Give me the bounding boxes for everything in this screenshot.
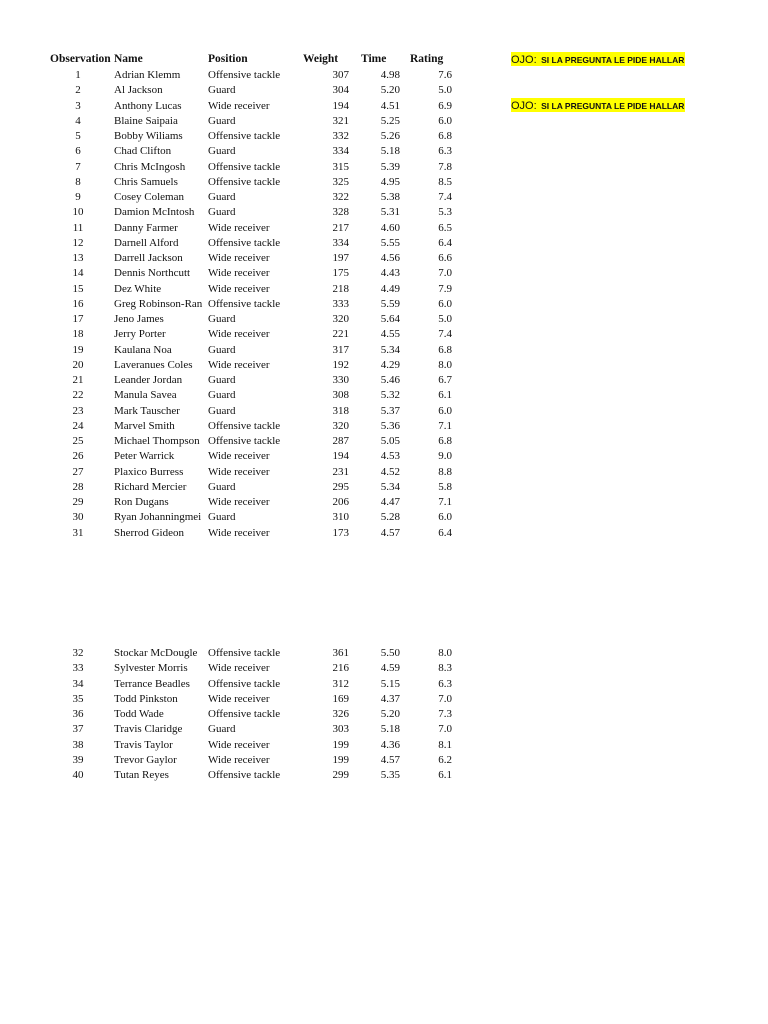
cell-time: 4.47 bbox=[380, 496, 400, 508]
note-text: SI LA PREGUNTA LE PIDE HALLAR bbox=[541, 101, 685, 111]
cell-position: Wide receiver bbox=[208, 496, 270, 508]
highlight-note bbox=[511, 98, 685, 112]
cell-position: Offensive tackle bbox=[208, 708, 281, 720]
cell-observation: 32 bbox=[72, 647, 84, 659]
cell-name: Ryan Johanningmei bbox=[114, 511, 202, 524]
cell-weight: 295 bbox=[332, 480, 349, 493]
cell-rating: 7.6 bbox=[438, 69, 452, 81]
cell-name: Chris Samuels bbox=[114, 175, 178, 188]
cell-weight: 330 bbox=[332, 374, 349, 386]
table-row bbox=[0, 434, 500, 449]
cell-time: 5.34 bbox=[380, 343, 400, 356]
cell-rating: 6.7 bbox=[438, 374, 452, 386]
cell-rating: 5.0 bbox=[438, 313, 452, 325]
cell-observation: 18 bbox=[72, 328, 84, 341]
cell-rating: 5.3 bbox=[438, 206, 452, 219]
table-row bbox=[0, 449, 500, 464]
cell-rating: 6.8 bbox=[438, 130, 452, 142]
cell-observation: 25 bbox=[72, 435, 84, 447]
table-row bbox=[0, 677, 500, 692]
cell-time: 5.18 bbox=[380, 723, 400, 736]
table-row bbox=[0, 160, 500, 175]
cell-rating: 8.5 bbox=[438, 175, 452, 188]
cell-weight: 218 bbox=[332, 282, 349, 295]
cell-weight: 312 bbox=[332, 677, 349, 690]
cell-weight: 169 bbox=[332, 692, 349, 705]
cell-rating: 7.4 bbox=[438, 328, 452, 341]
cell-time: 4.95 bbox=[380, 175, 400, 188]
cell-observation: 19 bbox=[72, 343, 84, 356]
cell-time: 5.05 bbox=[380, 435, 400, 447]
cell-rating: 6.8 bbox=[438, 435, 452, 447]
cell-time: 5.37 bbox=[380, 404, 400, 417]
cell-rating: 6.0 bbox=[438, 404, 452, 417]
cell-weight: 325 bbox=[332, 175, 349, 188]
cell-position: Wide receiver bbox=[208, 465, 270, 478]
cell-weight: 299 bbox=[332, 769, 349, 781]
cell-rating: 6.6 bbox=[438, 252, 452, 264]
cell-position: Guard bbox=[208, 480, 236, 493]
cell-weight: 328 bbox=[332, 206, 349, 219]
cell-position: Wide receiver bbox=[208, 753, 270, 766]
table-row bbox=[0, 510, 500, 525]
cell-time: 5.35 bbox=[380, 769, 400, 781]
cell-position: Guard bbox=[208, 191, 236, 203]
cell-time: 4.98 bbox=[380, 69, 400, 81]
cell-name: Chris McIngosh bbox=[114, 160, 186, 173]
table-row bbox=[0, 251, 500, 266]
cell-observation: 30 bbox=[72, 511, 84, 524]
cell-time: 4.56 bbox=[380, 252, 400, 264]
cell-time: 5.31 bbox=[380, 206, 400, 219]
cell-position: Wide receiver bbox=[208, 328, 270, 341]
cell-observation: 5 bbox=[75, 130, 81, 142]
cell-observation: 35 bbox=[72, 692, 84, 705]
cell-position: Guard bbox=[208, 374, 236, 386]
cell-weight: 334 bbox=[332, 145, 349, 158]
cell-position: Wide receiver bbox=[208, 267, 270, 280]
cell-name: Adrian Klemm bbox=[114, 69, 181, 81]
cell-observation: 23 bbox=[72, 404, 84, 417]
cell-observation: 3 bbox=[75, 99, 81, 112]
cell-rating: 6.5 bbox=[438, 221, 452, 234]
note-text: SI LA PREGUNTA LE PIDE HALLAR bbox=[541, 55, 685, 65]
cell-rating: 6.4 bbox=[438, 526, 452, 539]
table-row bbox=[0, 221, 500, 236]
cell-weight: 318 bbox=[332, 404, 349, 417]
cell-name: Stockar McDougle bbox=[114, 647, 198, 659]
table-row bbox=[0, 114, 500, 129]
cell-weight: 197 bbox=[332, 252, 349, 264]
cell-position: Offensive tackle bbox=[208, 677, 281, 690]
cell-weight: 194 bbox=[332, 99, 349, 112]
cell-observation: 31 bbox=[72, 526, 84, 539]
cell-weight: 308 bbox=[332, 389, 349, 402]
table-row bbox=[0, 343, 500, 358]
cell-rating: 8.3 bbox=[438, 662, 452, 675]
cell-weight: 199 bbox=[332, 738, 349, 751]
cell-name: Ron Dugans bbox=[114, 496, 169, 508]
cell-observation: 2 bbox=[75, 84, 81, 97]
table-row bbox=[0, 661, 500, 676]
header-observation: Observation bbox=[50, 53, 111, 65]
cell-rating: 8.0 bbox=[438, 358, 452, 371]
header-weight: Weight bbox=[303, 53, 339, 65]
table-row bbox=[0, 205, 500, 220]
cell-position: Offensive tackle bbox=[208, 647, 281, 659]
cell-name: Chad Clifton bbox=[114, 145, 172, 158]
cell-observation: 24 bbox=[72, 419, 84, 432]
cell-observation: 8 bbox=[75, 175, 81, 188]
table-row bbox=[0, 722, 500, 737]
cell-time: 5.32 bbox=[380, 389, 400, 402]
table-row bbox=[0, 480, 500, 495]
cell-time: 4.60 bbox=[380, 221, 400, 234]
cell-weight: 173 bbox=[332, 526, 349, 539]
table-row bbox=[0, 175, 500, 190]
table-row bbox=[0, 236, 500, 251]
cell-position: Wide receiver bbox=[208, 662, 270, 675]
cell-name: Terrance Beadles bbox=[114, 677, 190, 690]
cell-observation: 38 bbox=[72, 738, 84, 751]
cell-observation: 20 bbox=[72, 358, 84, 371]
cell-rating: 9.0 bbox=[438, 450, 452, 463]
cell-position: Guard bbox=[208, 511, 236, 524]
cell-position: Offensive tackle bbox=[208, 769, 281, 781]
cell-position: Offensive tackle bbox=[208, 175, 281, 188]
cell-name: Michael Thompson bbox=[114, 435, 200, 447]
cell-time: 5.28 bbox=[380, 511, 400, 524]
cell-time: 5.46 bbox=[380, 374, 400, 386]
cell-position: Offensive tackle bbox=[208, 419, 281, 432]
cell-weight: 287 bbox=[332, 435, 349, 447]
table-row bbox=[0, 358, 500, 373]
cell-observation: 29 bbox=[72, 496, 84, 508]
cell-position: Wide receiver bbox=[208, 450, 270, 463]
table-row bbox=[0, 465, 500, 480]
cell-weight: 175 bbox=[332, 267, 349, 280]
cell-name: Trevor Gaylor bbox=[114, 753, 177, 766]
cell-name: Kaulana Noa bbox=[114, 343, 172, 356]
cell-time: 4.36 bbox=[380, 738, 400, 751]
cell-observation: 11 bbox=[72, 221, 84, 234]
cell-name: Anthony Lucas bbox=[114, 99, 182, 112]
cell-rating: 6.4 bbox=[438, 236, 452, 249]
cell-rating: 6.8 bbox=[438, 343, 452, 356]
table-row bbox=[0, 388, 500, 403]
cell-rating: 7.4 bbox=[438, 191, 452, 203]
cell-rating: 7.8 bbox=[438, 160, 452, 173]
cell-rating: 6.0 bbox=[438, 114, 452, 127]
cell-name: Manula Savea bbox=[114, 389, 177, 402]
cell-time: 4.52 bbox=[380, 465, 400, 478]
cell-observation: 22 bbox=[72, 389, 84, 402]
cell-observation: 13 bbox=[72, 252, 84, 264]
cell-weight: 307 bbox=[332, 69, 349, 81]
cell-name: Danny Farmer bbox=[114, 221, 178, 234]
cell-observation: 40 bbox=[72, 769, 84, 781]
table-row bbox=[0, 738, 500, 753]
cell-weight: 206 bbox=[332, 496, 349, 508]
cell-observation: 9 bbox=[75, 191, 81, 203]
cell-rating: 6.3 bbox=[438, 145, 452, 158]
cell-position: Offensive tackle bbox=[208, 297, 281, 310]
header-position: Position bbox=[208, 53, 248, 65]
cell-time: 5.36 bbox=[380, 419, 400, 432]
cell-observation: 15 bbox=[72, 282, 84, 295]
cell-weight: 326 bbox=[332, 708, 349, 720]
cell-time: 5.20 bbox=[380, 708, 400, 720]
cell-observation: 12 bbox=[72, 236, 84, 249]
cell-time: 5.38 bbox=[380, 191, 400, 203]
cell-rating: 5.0 bbox=[438, 84, 452, 97]
cell-position: Guard bbox=[208, 343, 236, 356]
cell-rating: 8.8 bbox=[438, 465, 452, 478]
cell-name: Leander Jordan bbox=[114, 374, 183, 386]
cell-rating: 8.0 bbox=[438, 647, 452, 659]
cell-time: 4.53 bbox=[380, 450, 400, 463]
cell-position: Guard bbox=[208, 114, 236, 127]
cell-rating: 6.1 bbox=[438, 769, 452, 781]
cell-name: Dez White bbox=[114, 282, 162, 295]
cell-rating: 7.3 bbox=[438, 708, 452, 720]
cell-observation: 28 bbox=[72, 480, 84, 493]
cell-weight: 322 bbox=[332, 191, 349, 203]
table-row bbox=[0, 373, 500, 388]
cell-time: 4.57 bbox=[380, 753, 400, 766]
cell-position: Guard bbox=[208, 404, 236, 417]
cell-position: Wide receiver bbox=[208, 99, 270, 112]
cell-weight: 221 bbox=[332, 328, 349, 341]
cell-name: Sylvester Morris bbox=[114, 662, 188, 675]
cell-time: 4.55 bbox=[380, 328, 400, 341]
header-name: Name bbox=[114, 53, 143, 65]
table-row bbox=[0, 144, 500, 159]
table-row bbox=[0, 282, 500, 297]
cell-observation: 10 bbox=[72, 206, 84, 219]
cell-name: Jeno James bbox=[114, 313, 164, 325]
cell-position: Guard bbox=[208, 206, 236, 219]
table-row bbox=[0, 495, 500, 510]
note-prefix: OJO: bbox=[511, 54, 537, 66]
cell-rating: 7.0 bbox=[438, 267, 452, 280]
cell-rating: 7.0 bbox=[438, 692, 452, 705]
cell-name: Todd Wade bbox=[114, 708, 164, 720]
cell-position: Offensive tackle bbox=[208, 435, 281, 447]
cell-time: 5.18 bbox=[380, 145, 400, 158]
table-row bbox=[0, 646, 500, 661]
cell-name: Tutan Reyes bbox=[114, 769, 169, 781]
cell-rating: 8.1 bbox=[438, 738, 452, 751]
cell-observation: 36 bbox=[72, 708, 84, 720]
cell-weight: 304 bbox=[332, 84, 349, 97]
cell-name: Darrell Jackson bbox=[114, 252, 183, 264]
cell-time: 5.15 bbox=[380, 677, 400, 690]
cell-position: Wide receiver bbox=[208, 358, 270, 371]
table-row bbox=[0, 692, 500, 707]
cell-rating: 7.1 bbox=[438, 496, 452, 508]
cell-rating: 7.1 bbox=[438, 419, 452, 432]
cell-rating: 7.9 bbox=[438, 282, 452, 295]
cell-weight: 320 bbox=[332, 313, 349, 325]
cell-weight: 333 bbox=[332, 297, 349, 310]
cell-rating: 6.1 bbox=[438, 389, 452, 402]
cell-name: Sherrod Gideon bbox=[114, 526, 184, 539]
cell-position: Guard bbox=[208, 313, 236, 325]
cell-time: 4.57 bbox=[380, 526, 400, 539]
cell-name: Al Jackson bbox=[114, 84, 163, 97]
table-row bbox=[0, 312, 500, 327]
cell-rating: 6.0 bbox=[438, 297, 452, 310]
note-prefix: OJO: bbox=[511, 100, 537, 112]
cell-name: Todd Pinkston bbox=[114, 692, 178, 705]
table-row bbox=[0, 129, 500, 144]
table-row bbox=[0, 99, 500, 114]
cell-observation: 34 bbox=[72, 677, 84, 690]
cell-observation: 14 bbox=[72, 267, 84, 280]
cell-time: 5.26 bbox=[380, 130, 400, 142]
cell-name: Mark Tauscher bbox=[114, 404, 180, 417]
cell-time: 5.55 bbox=[380, 236, 400, 249]
cell-observation: 33 bbox=[72, 662, 84, 675]
table-row bbox=[0, 327, 500, 342]
cell-observation: 7 bbox=[75, 160, 81, 173]
header-time: Time bbox=[361, 53, 387, 65]
cell-time: 5.50 bbox=[380, 647, 400, 659]
table-row bbox=[0, 526, 500, 541]
cell-time: 4.59 bbox=[380, 662, 400, 675]
cell-position: Guard bbox=[208, 389, 236, 402]
cell-rating: 6.9 bbox=[438, 99, 452, 112]
cell-weight: 194 bbox=[332, 450, 349, 463]
cell-rating: 7.0 bbox=[438, 723, 452, 736]
cell-name: Laveranues Coles bbox=[114, 358, 193, 371]
cell-time: 5.39 bbox=[380, 160, 400, 173]
cell-time: 4.43 bbox=[380, 267, 400, 280]
cell-position: Offensive tackle bbox=[208, 236, 281, 249]
table-row bbox=[0, 753, 500, 768]
cell-observation: 26 bbox=[72, 450, 84, 463]
cell-weight: 320 bbox=[332, 419, 349, 432]
cell-name: Dennis Northcutt bbox=[114, 267, 191, 280]
cell-observation: 4 bbox=[75, 114, 81, 127]
cell-time: 4.49 bbox=[380, 282, 400, 295]
cell-name: Peter Warrick bbox=[114, 450, 175, 463]
cell-weight: 321 bbox=[332, 114, 349, 127]
table-row bbox=[0, 768, 500, 783]
cell-name: Cosey Coleman bbox=[114, 191, 184, 203]
cell-time: 5.20 bbox=[380, 84, 400, 97]
cell-observation: 17 bbox=[72, 313, 84, 325]
table-row bbox=[0, 404, 500, 419]
cell-name: Richard Mercier bbox=[114, 480, 187, 493]
cell-weight: 303 bbox=[332, 723, 349, 736]
cell-name: Darnell Alford bbox=[114, 236, 179, 249]
table-row bbox=[0, 190, 500, 205]
cell-weight: 317 bbox=[332, 343, 349, 356]
cell-name: Blaine Saipaia bbox=[114, 114, 178, 127]
cell-position: Offensive tackle bbox=[208, 69, 281, 81]
cell-weight: 310 bbox=[332, 511, 349, 524]
cell-weight: 315 bbox=[332, 160, 349, 173]
cell-position: Offensive tackle bbox=[208, 130, 281, 142]
cell-weight: 199 bbox=[332, 753, 349, 766]
cell-name: Travis Taylor bbox=[114, 738, 173, 751]
cell-name: Bobby Wiliams bbox=[114, 130, 183, 142]
cell-rating: 6.0 bbox=[438, 511, 452, 524]
cell-name: Damion McIntosh bbox=[114, 206, 195, 219]
cell-name: Travis Claridge bbox=[114, 723, 183, 736]
cell-time: 4.51 bbox=[380, 99, 400, 112]
cell-time: 4.29 bbox=[380, 358, 400, 371]
table-row bbox=[0, 297, 500, 312]
table-row bbox=[0, 707, 500, 722]
cell-weight: 192 bbox=[332, 358, 349, 371]
cell-name: Jerry Porter bbox=[114, 328, 166, 341]
cell-position: Wide receiver bbox=[208, 526, 270, 539]
table-row bbox=[0, 266, 500, 281]
cell-position: Guard bbox=[208, 84, 236, 97]
cell-weight: 216 bbox=[332, 662, 349, 675]
cell-position: Guard bbox=[208, 145, 236, 158]
highlight-note bbox=[511, 52, 685, 66]
cell-weight: 361 bbox=[332, 647, 349, 659]
cell-observation: 27 bbox=[72, 465, 84, 478]
cell-time: 5.34 bbox=[380, 480, 400, 493]
table-row bbox=[0, 83, 500, 98]
header-rating: Rating bbox=[410, 53, 444, 65]
cell-time: 5.59 bbox=[380, 297, 400, 310]
cell-observation: 37 bbox=[72, 723, 84, 736]
cell-observation: 21 bbox=[72, 374, 84, 386]
cell-weight: 334 bbox=[332, 236, 349, 249]
cell-observation: 6 bbox=[75, 145, 81, 158]
cell-name: Greg Robinson-Ran bbox=[114, 297, 203, 310]
cell-rating: 6.3 bbox=[438, 677, 452, 690]
cell-position: Wide receiver bbox=[208, 738, 270, 751]
cell-observation: 1 bbox=[75, 69, 81, 81]
cell-position: Wide receiver bbox=[208, 252, 270, 264]
cell-time: 5.25 bbox=[380, 114, 400, 127]
cell-position: Offensive tackle bbox=[208, 160, 281, 173]
cell-weight: 217 bbox=[332, 221, 349, 234]
cell-position: Guard bbox=[208, 723, 236, 736]
cell-time: 4.37 bbox=[380, 692, 400, 705]
cell-weight: 332 bbox=[332, 130, 349, 142]
cell-observation: 16 bbox=[72, 297, 84, 310]
cell-name: Marvel Smith bbox=[114, 419, 175, 432]
cell-name: Plaxico Burress bbox=[114, 465, 184, 478]
cell-rating: 5.8 bbox=[438, 480, 452, 493]
table-row bbox=[0, 419, 500, 434]
cell-time: 5.64 bbox=[380, 313, 400, 325]
cell-rating: 6.2 bbox=[438, 753, 452, 766]
table-row bbox=[0, 68, 500, 83]
cell-observation: 39 bbox=[72, 753, 84, 766]
cell-position: Wide receiver bbox=[208, 282, 270, 295]
cell-position: Wide receiver bbox=[208, 692, 270, 705]
cell-weight: 231 bbox=[332, 465, 349, 478]
cell-position: Wide receiver bbox=[208, 221, 270, 234]
